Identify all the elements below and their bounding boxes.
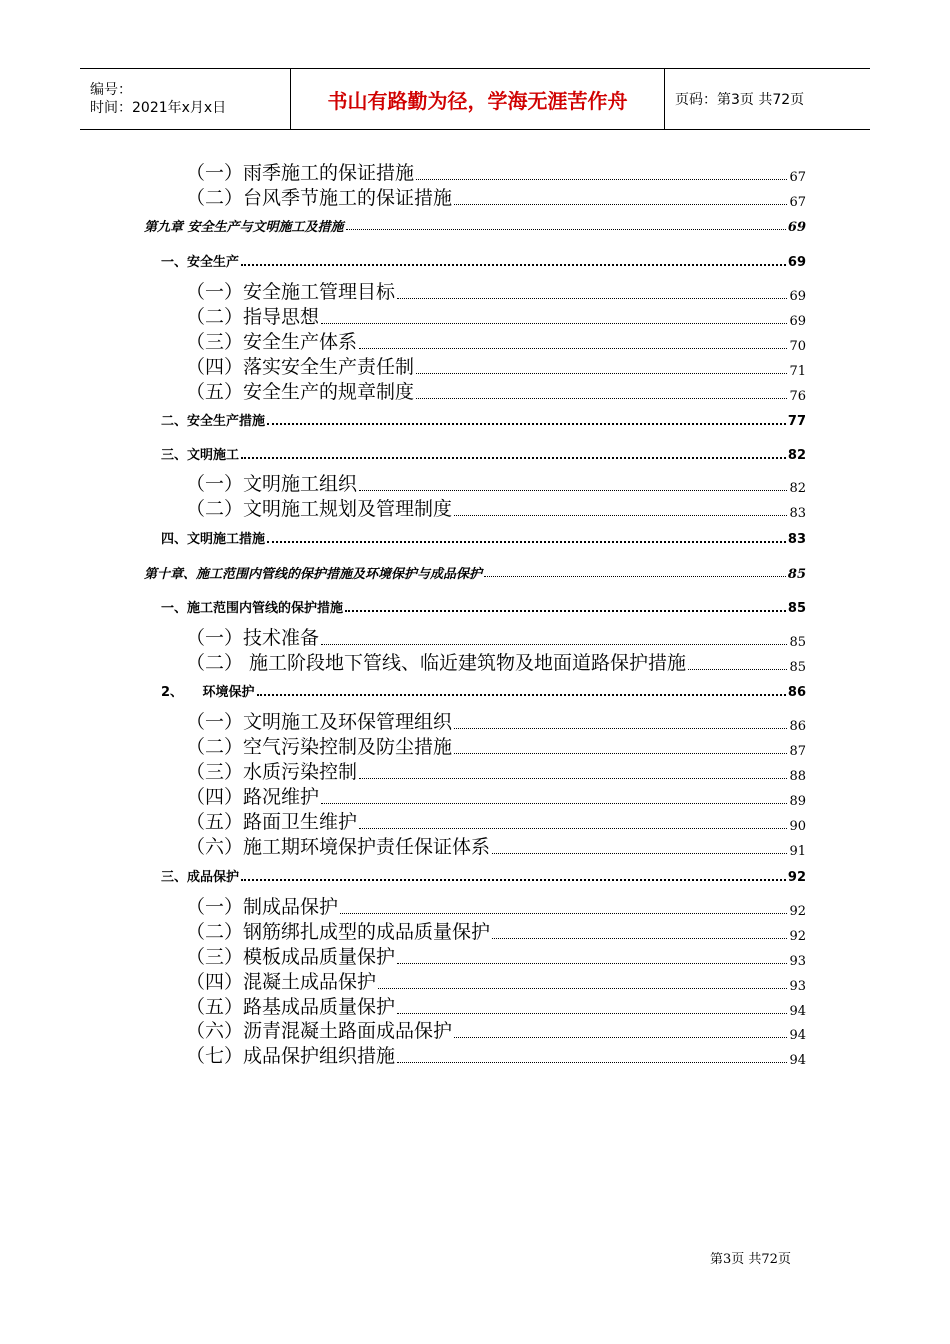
dot-leader (257, 693, 786, 696)
toc-entry-page: 92 (789, 929, 806, 944)
toc-entry[interactable] (161, 444, 806, 463)
number-label: 编号： (90, 82, 132, 98)
toc-entry-page: 83 (789, 506, 806, 521)
dot-leader (241, 878, 786, 881)
toc-entry-title: 第九章 安全生产与文明施工及措施 (144, 220, 344, 235)
toc-entry-page: 85 (787, 601, 806, 616)
toc-entry[interactable] (186, 782, 806, 809)
toc-entry-page: 94 (789, 1004, 806, 1019)
toc-entry[interactable] (144, 563, 806, 582)
toc-entry[interactable] (161, 681, 806, 700)
toc-entry-title: （四）落实安全生产责任制 (186, 356, 415, 378)
toc-entry-page: 77 (787, 414, 806, 429)
toc-entry[interactable] (186, 494, 806, 521)
toc-entry[interactable] (186, 732, 806, 759)
toc-entry[interactable] (161, 251, 806, 270)
toc-entry-page: 88 (789, 769, 806, 784)
dot-leader (378, 987, 787, 989)
dot-leader (454, 514, 787, 516)
toc-entry-title: （二）钢筋绑扎成型的成品质量保护 (186, 921, 491, 943)
toc-entry[interactable] (186, 648, 806, 675)
toc-entry-page: 69 (789, 314, 806, 329)
footer-page-text: 第3页 共72页 (710, 1252, 791, 1267)
toc-entry-title: （一）安全施工管理目标 (186, 281, 396, 303)
toc-entry[interactable] (186, 892, 806, 919)
dot-leader (454, 727, 787, 729)
toc-entry-title: 三、成品保护 (161, 870, 240, 885)
dot-leader (359, 827, 787, 829)
dot-leader (492, 937, 787, 939)
dot-leader (454, 1036, 787, 1038)
dot-leader (267, 540, 786, 543)
toc-entry-title: （一）文明施工组织 (186, 473, 358, 495)
dot-leader (346, 228, 786, 230)
toc-entry[interactable] (161, 597, 806, 616)
page-label: 页码：第3页 共72页 (675, 92, 805, 108)
toc-entry-page: 91 (789, 844, 806, 859)
toc-entry-title: （二） 施工阶段地下管线、临近建筑物及地面道路保护措施 (186, 652, 687, 674)
toc-entry-title: （五）安全生产的规章制度 (186, 381, 415, 403)
toc-entry-title: （三）水质污染控制 (186, 761, 358, 783)
toc-entry-page: 85 (787, 567, 806, 582)
header-page (665, 69, 870, 129)
toc-entry-page: 69 (789, 289, 806, 304)
toc-entry-title: 三、文明施工 (161, 448, 240, 463)
toc-entry[interactable] (161, 410, 806, 429)
toc-entry-page: 86 (787, 685, 806, 700)
toc-entry-title: （一）制成品保护 (186, 896, 339, 918)
toc-entry-title: （三）安全生产体系 (186, 331, 358, 353)
page-header (80, 68, 870, 130)
toc-entry-page: 67 (789, 195, 806, 210)
toc-entry-title: （七）成品保护组织措施 (186, 1045, 396, 1067)
toc-entry[interactable] (186, 832, 806, 859)
toc-entry-title: （六）沥青混凝土路面成品保护 (186, 1020, 453, 1042)
toc-entry-title: （一）技术准备 (186, 627, 320, 649)
toc-entry[interactable] (186, 942, 806, 969)
dot-leader (492, 852, 787, 854)
dot-leader (484, 575, 786, 577)
toc-entry-page: 71 (789, 364, 806, 379)
toc-entry-page: 86 (789, 719, 806, 734)
toc-entry[interactable] (186, 277, 806, 304)
toc-entry-page: 89 (789, 794, 806, 809)
toc-entry[interactable] (186, 707, 806, 734)
toc-entry[interactable] (186, 302, 806, 329)
toc-entry[interactable] (186, 469, 806, 496)
toc-entry[interactable] (186, 1016, 806, 1043)
toc-entry-page: 76 (789, 389, 806, 404)
toc-entry[interactable] (144, 216, 806, 235)
toc-entry-page: 93 (789, 954, 806, 969)
toc-entry-title: （二）指导思想 (186, 306, 320, 328)
toc-entry-page: 85 (789, 660, 806, 675)
toc-entry[interactable] (186, 327, 806, 354)
dot-leader (397, 962, 787, 964)
date-label: 时间：2021年x月x日 (90, 100, 227, 116)
dot-leader (359, 777, 787, 779)
dot-leader (267, 422, 786, 425)
toc-entry-page: 85 (789, 635, 806, 650)
toc-entry-title: 一、施工范围内管线的保护措施 (161, 601, 344, 616)
toc-entry-page: 92 (787, 870, 806, 885)
toc-entry-title: （二）空气污染控制及防尘措施 (186, 736, 453, 758)
toc-entry-page: 69 (787, 255, 806, 270)
toc-entry-page: 67 (789, 170, 806, 185)
dot-leader (416, 397, 787, 399)
toc-entry-page: 69 (787, 220, 806, 235)
dot-leader (340, 912, 787, 914)
dot-leader (321, 322, 787, 324)
motto-text: 书山有路勤为径，学海无涯苦作舟 (327, 88, 628, 113)
toc-entry[interactable] (186, 757, 806, 784)
toc-entry[interactable] (186, 1041, 806, 1068)
dot-leader (241, 263, 786, 266)
toc-entry-title: 四、文明施工措施 (161, 532, 266, 547)
header-meta (80, 69, 291, 129)
dot-leader (454, 752, 787, 754)
toc-entry-title: （五）路基成品质量保护 (186, 996, 396, 1018)
dot-leader (397, 1012, 787, 1014)
dot-leader (397, 1061, 787, 1063)
toc-entry-title: （六）施工期环境保护责任保证体系 (186, 836, 491, 858)
toc-entry-page: 90 (789, 819, 806, 834)
dot-leader (321, 643, 787, 645)
toc-entry-page: 87 (789, 744, 806, 759)
dot-leader (416, 372, 787, 374)
toc-entry-title: （五）路面卫生维护 (186, 811, 358, 833)
toc-entry[interactable] (186, 352, 806, 379)
dot-leader (241, 456, 786, 459)
toc-entry-page: 92 (789, 904, 806, 919)
toc-entry[interactable] (186, 917, 806, 944)
toc-entry-title: （四）路况维护 (186, 786, 320, 808)
page-footer (710, 1248, 791, 1267)
toc-entry-title: 二、安全生产措施 (161, 414, 266, 429)
toc-entry[interactable] (161, 866, 806, 885)
toc-entry-title: （二）文明施工规划及管理制度 (186, 498, 453, 520)
dot-leader (345, 609, 786, 612)
toc-entry-title: （三）模板成品质量保护 (186, 946, 396, 968)
dot-leader (359, 489, 787, 491)
toc-entry-page: 82 (789, 481, 806, 496)
toc-entry[interactable] (161, 528, 806, 547)
toc-entry-title: 2、 环境保护 (161, 685, 255, 700)
toc-entry-page: 94 (789, 1053, 806, 1068)
header-motto (291, 69, 665, 129)
dot-leader (397, 297, 787, 299)
toc-entry[interactable] (186, 377, 806, 404)
toc-entry[interactable] (186, 623, 806, 650)
toc-entry-title: （四）混凝土成品保护 (186, 971, 377, 993)
toc-entry[interactable] (186, 183, 806, 210)
toc-entry-title: （二）台风季节施工的保证措施 (186, 187, 453, 209)
dot-leader (454, 203, 787, 205)
dot-leader (416, 178, 787, 180)
toc-entry-page: 83 (787, 532, 806, 547)
dot-leader (688, 668, 787, 670)
toc-entry-page: 70 (789, 339, 806, 354)
toc-entry-title: 一、安全生产 (161, 255, 240, 270)
toc-entry-title: 第十章、施工范围内管线的保护措施及环境保护与成品保护 (144, 567, 483, 582)
dot-leader (321, 802, 787, 804)
toc-entry[interactable] (186, 992, 806, 1019)
toc-entry-page: 93 (789, 979, 806, 994)
toc-entry-title: （一）雨季施工的保证措施 (186, 162, 415, 184)
toc-entry-title: （一）文明施工及环保管理组织 (186, 711, 453, 733)
toc-entry[interactable] (186, 158, 806, 185)
dot-leader (359, 347, 787, 349)
toc-entry-page: 82 (787, 448, 806, 463)
toc-entry[interactable] (186, 967, 806, 994)
toc-entry-page: 94 (789, 1028, 806, 1043)
toc-entry[interactable] (186, 807, 806, 834)
